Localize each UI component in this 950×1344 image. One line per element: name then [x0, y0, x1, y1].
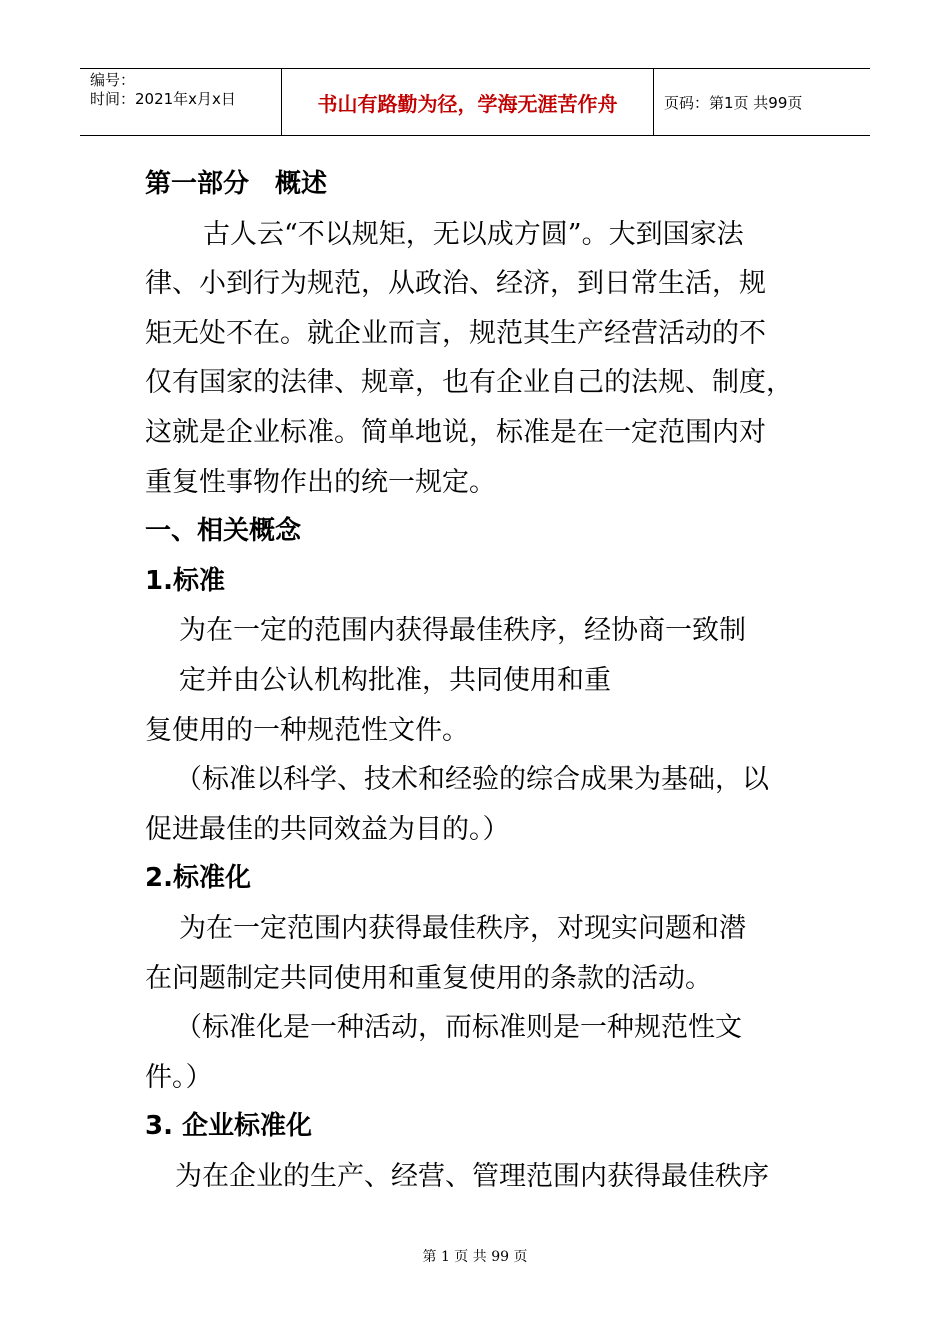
- item-line: （标准化是一种活动，而标准则是一种规范性文: [175, 1012, 742, 1044]
- header-meta: [80, 69, 282, 135]
- header-page-info: 页码：第1页 共99页: [664, 93, 803, 112]
- time-label: 时间：2021年x月x日: [90, 90, 236, 108]
- document-header: [80, 68, 870, 136]
- intro-line: 仅有国家的法律、规章，也有企业自己的法规、制度，: [145, 367, 793, 399]
- item-title: 2.标准化: [145, 863, 251, 894]
- item-line: （标准以科学、技术和经验的综合成果为基础，以: [175, 764, 769, 796]
- intro-line: 律、小到行为规范，从政治、经济，到日常生活，规: [145, 268, 766, 300]
- item-line: 件。）: [145, 1061, 213, 1093]
- item-line: 为在企业的生产、经营、管理范围内获得最佳秩序: [175, 1160, 769, 1192]
- item-line: 复使用的一种规范性文件。: [145, 714, 469, 746]
- intro-line: 古人云“不以规矩，无以成方圆”。大到国家法: [203, 218, 744, 250]
- item-line: 促进最佳的共同效益为目的。）: [145, 813, 510, 845]
- number-label: 编号：: [90, 71, 136, 89]
- page-footer: 第 1 页 共 99 页: [422, 1249, 528, 1265]
- item-line: 在问题制定共同使用和重复使用的条款的活动。: [145, 962, 712, 994]
- intro-line: 矩无处不在。就企业而言，规范其生产经营活动的不: [145, 317, 766, 349]
- header-motto: 书山有路勤为径，学海无涯苦作舟: [282, 69, 654, 135]
- section-title: 一、相关概念: [145, 516, 302, 547]
- item-line: 为在一定范围内获得最佳秩序，对现实问题和潜: [179, 912, 746, 944]
- intro-line: 这就是企业标准。简单地说，标准是在一定范围内对: [145, 416, 766, 448]
- item-title: 1.标准: [145, 565, 225, 596]
- document-body: [145, 160, 825, 1201]
- intro-line: 重复性事物作出的统一规定。: [145, 466, 496, 498]
- item-line: 为在一定的范围内获得最佳秩序，经协商一致制: [179, 615, 746, 647]
- part-title: 第一部分 概述: [145, 169, 328, 199]
- item-line: 定并由公认机构批准，共同使用和重: [179, 664, 611, 696]
- item-title: 3. 企业标准化: [145, 1111, 313, 1142]
